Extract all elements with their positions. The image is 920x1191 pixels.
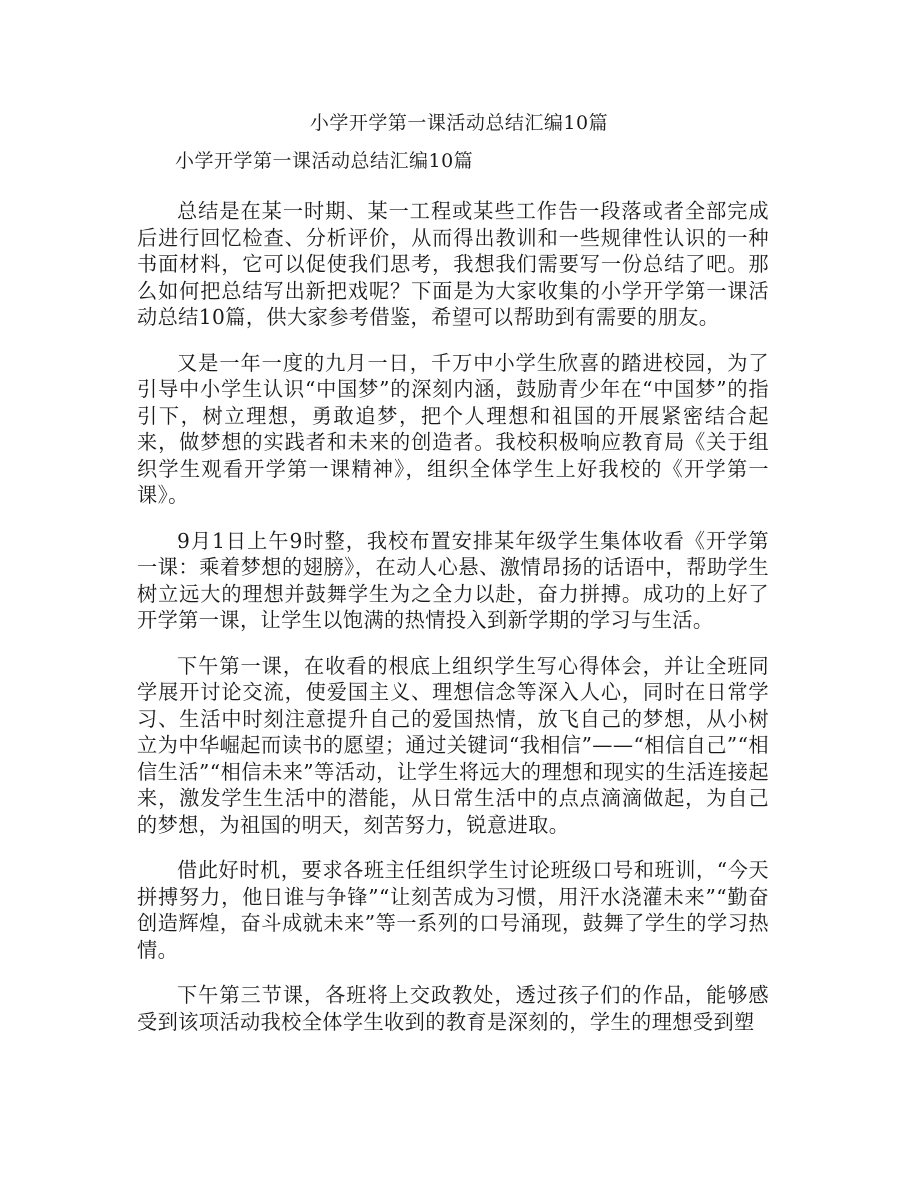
document-title: 小学开学第一课活动总结汇编10篇 xyxy=(309,112,609,134)
paragraph-class-slogans: 借此好时机，要求各班主任组织学生讨论班级口号和班训，“今天拼搏努力，他日谁与争锋”“让刻苦成为习惯，用汗水浇灌未来”“勤奋创造辉煌，奋斗成就未来”等一系列的口号涌现，鼓舞了学生的学习热情。 xyxy=(137,858,769,962)
paragraph-afternoon-first-class: 下午第一课，在收看的根底上组织学生写心得体会，并让全班同学展开讨论交流，使爱国主义、理想信念等深入人心，同时在日常学习、生活中时刻注意提升自己的爱国热情，放飞自己的梦想，从小树立为中华崛起而读书的愿望；通过关键词“我相信”——“相信自己”“相信生活”“相信未来”等活动，让学生将远大的理想和现实的生活连接起来，激发学生生活中的潜能，从日常生活中的点点滴滴做起，为自己的梦想，为祖国的明天，刻苦努力，锐意进取。 xyxy=(137,653,769,837)
paragraph-september-first: 又是一年一度的九月一日，千万中小学生欣喜的踏进校园，为了引导中小学生认识“中国梦”的深刻内涵，鼓励青少年在“中国梦”的指引下，树立理想，勇敢追梦，把个人理想和祖国的开展紧密结合起来，做梦想的实践者和未来的创造者。我校积极响应教育局《关于组织学生观看开学第一课精神》，组织全体学生上好我校的《开学第一课》。 xyxy=(137,350,769,507)
paragraph-third-class: 下午第三节课，各班将上交政教处，透过孩子们的作品，能够感受到该项活动我校全体学生收到的教育是深刻的，学生的理想受到塑 xyxy=(137,983,769,1034)
paragraph-intro: 总结是在某一时期、某一工程或某些工作告一段落或者全部完成后进行回忆检查、分析评价，从而得出教训和一些规律性认识的一种书面材料，它可以促使我们思考，我想我们需要写一份总结了吧。那么如何把总结写出新把戏呢？下面是为大家收集的小学开学第一课活动总结10篇，供大家参考借鉴，希望可以帮助到有需要的朋友。 xyxy=(137,199,769,329)
document-page xyxy=(137,110,769,1054)
paragraph-morning-broadcast: 9月1日上午9时整，我校布置安排某年级学生集体收看《开学第一课：乘着梦想的翅膀》，在动人心悬、激情昂扬的话语中，帮助学生树立远大的理想并鼓舞学生为之全力以赴，奋力拼搏。成功的上好了开学第一课，让学生以饱满的热情投入到新学期的学习与生活。 xyxy=(137,528,769,632)
document-subtitle: 小学开学第一课活动总结汇编10篇 xyxy=(175,150,474,172)
